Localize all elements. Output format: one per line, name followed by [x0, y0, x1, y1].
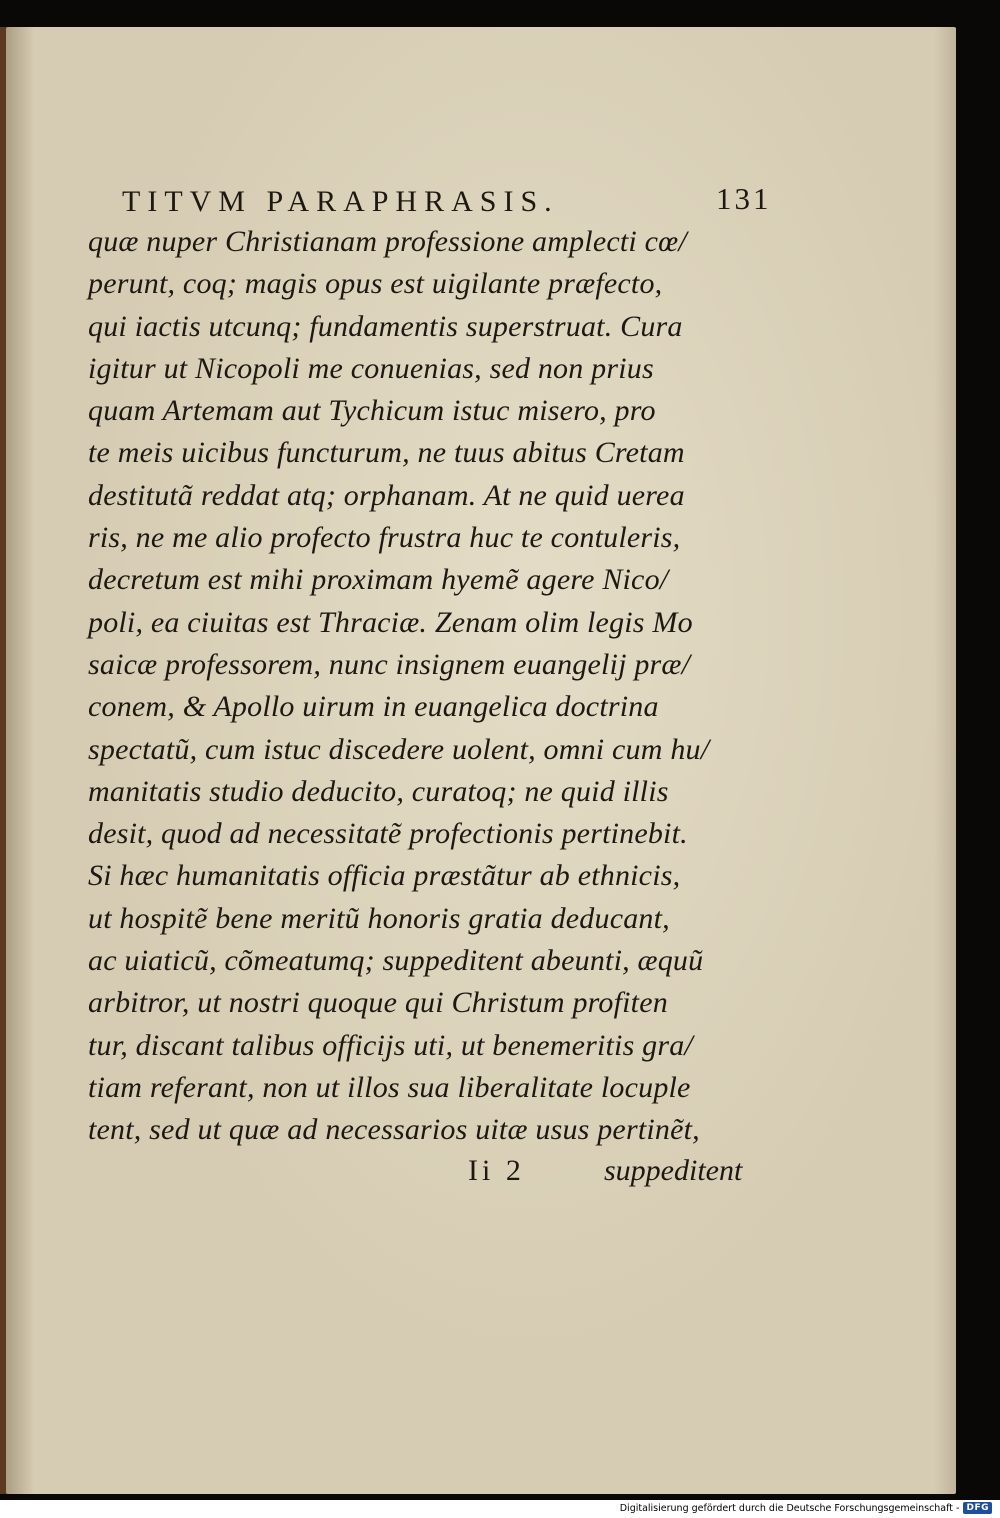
text-line: conem, & Apollo uirum in euangelica doctrina [88, 690, 659, 724]
book-page [6, 27, 956, 1494]
text-line: ris, ne me alio profecto frustra huc te contuleris, [88, 521, 681, 555]
running-title: TITVM PARAPHRASIS. [122, 185, 559, 218]
text-line: desit, quod ad necessitatẽ profectionis pertinebit. [88, 817, 688, 851]
text-line: Si hæc humanitatis officia præstãtur ab ethnicis, [88, 859, 681, 893]
page-number: 131 [716, 181, 772, 216]
body-text [88, 221, 788, 1152]
text-line: perunt, coq; magis opus est uigilante præfecto, [88, 267, 663, 301]
dfg-credit [620, 1500, 992, 1516]
text-line: ut hospitẽ bene meritũ honoris gratia deducant, [88, 901, 670, 935]
page-content [88, 157, 788, 1196]
text-line: manitatis studio deducito, curatoq; ne quid illis [88, 774, 669, 808]
text-line: tent, sed ut quæ ad necessarios uitæ usus pertinẽt, [88, 1113, 700, 1147]
text-line: arbitror, ut nostri quoque qui Christum profiten [88, 986, 668, 1020]
signature-mark: Ii 2 [468, 1153, 525, 1187]
text-line: tiam referant, non ut illos sua liberalitate locuple [88, 1070, 691, 1104]
text-line: tur, discant talibus officijs uti, ut benemeritis gra/ [88, 1028, 693, 1062]
credit-text: Digitalisierung gefördert durch die Deutsche Forschungsgemeinschaft - [619, 1502, 960, 1514]
text-line: igitur ut Nicopoli me conuenias, sed non prius [88, 351, 654, 385]
text-line: qui iactis utcunq; fundamentis superstruat. Cura [88, 309, 683, 343]
text-line: poli, ea ciuitas est Thraciæ. Zenam olim legis Mo [88, 605, 693, 639]
catchword: suppeditent [604, 1153, 743, 1187]
running-head [88, 157, 788, 217]
text-line: ac uiaticũ, cõmeatumq; suppeditent abeunti, æquũ [88, 944, 704, 978]
text-line: quam Artemam aut Tychicum istuc misero, pro [88, 394, 656, 428]
page-footer [88, 1152, 788, 1196]
text-line: destitutã reddat atq; orphanam. At ne quid uerea [88, 478, 685, 512]
text-line: decretum est mihi proximam hyemẽ agere Nico/ [88, 563, 669, 597]
text-line: te meis uicibus functurum, ne tuus abitus Cretam [88, 436, 685, 470]
text-line: spectatũ, cum istuc discedere uolent, omni cum hu/ [88, 732, 710, 766]
dfg-logo-icon: DFG [963, 1502, 992, 1514]
text-line: saicæ professorem, nunc insignem euangelij præ/ [88, 647, 691, 681]
text-line: quæ nuper Christianam professione amplecti cœ/ [88, 225, 687, 258]
